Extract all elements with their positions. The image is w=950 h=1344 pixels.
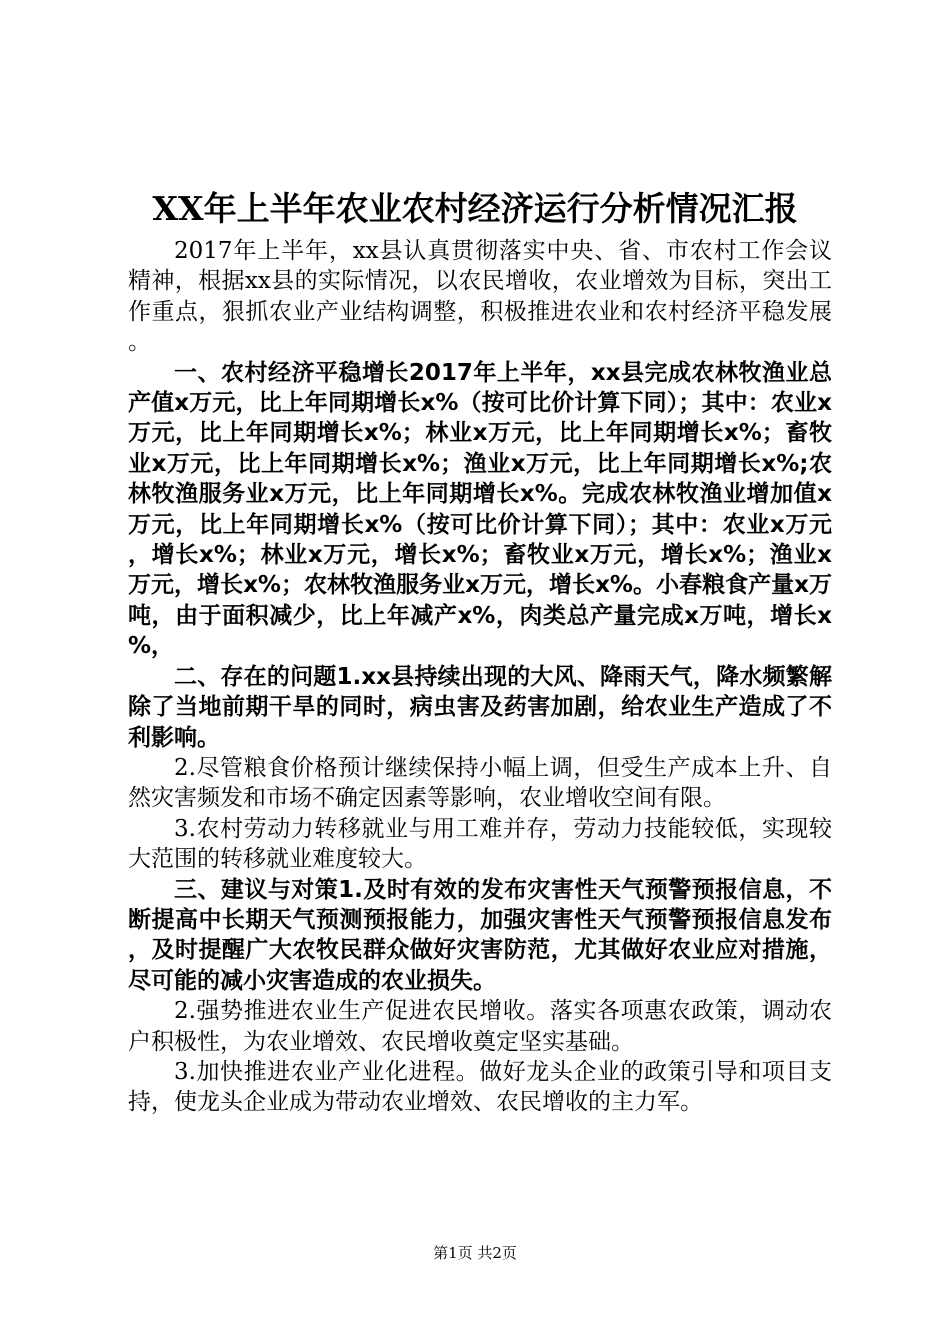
paragraph-problem-2: 2.尽管粮食价格预计继续保持小幅上调，但受生产成本上升、自然灾害频发和市场不确定因素等影响，农业增收空间有限。 bbox=[128, 754, 832, 812]
document-body bbox=[128, 236, 832, 1118]
paragraph-section-1: 一、农村经济平稳增长2017年上半年，xx县完成农林牧渔业总产值x万元，比上年同期增长x%（按可比价计算下同）；其中：农业x万元，比上年同期增长x%；林业x万元，比上年同期增长x%；畜牧业x万元，比上年同期增长x%；渔业x万元，比上年同期增长x%;农林牧渔服务业x万元，比上年同期增长x%。完成农林牧渔业增加值x万元，比上年同期增长x%（按可比价计算下同）；其中：农业x万元，增长x%；林业x万元，增长x%；畜牧业x万元，增长x%；渔业x万元，增长x%；农林牧渔服务业x万元，增长x%。小春粮食产量x万吨，由于面积减少，比上年减产x%，肉类总产量完成x万吨，增长x%， bbox=[128, 359, 832, 660]
page-number-footer: 第1页 共2页 bbox=[433, 1244, 517, 1262]
paragraph-section-2: 二、存在的问题1.xx县持续出现的大风、降雨天气，降水频繁解除了当地前期干旱的同时，病虫害及药害加剧，给农业生产造成了不利影响。 bbox=[128, 663, 832, 751]
paragraph-measure-2: 2.强势推进农业生产促进农民增收。落实各项惠农政策，调动农户积极性，为农业增效、农民增收奠定坚实基础。 bbox=[128, 998, 832, 1055]
paragraph-intro: 2017年上半年，xx县认真贯彻落实中央、省、市农村工作会议精神，根据xx县的实际情况，以农民增收，农业增效为目标，突出工作重点，狠抓农业产业结构调整，积极推进农业和农村经济平稳发展。 bbox=[128, 238, 832, 356]
document-title: XX年上半年农业农村经济运行分析情况汇报 bbox=[152, 189, 798, 228]
paragraph-section-3: 三、建议与对策1.及时有效的发布灾害性天气预警预报信息，不断提高中长期天气预测预报能力，加强灾害性天气预警预报信息发布，及时提醒广大农牧民群众做好灾害防范，尤其做好农业应对措施，尽可能的减小灾害造成的农业损失。 bbox=[128, 876, 832, 994]
paragraph-measure-3: 3.加快推进农业产业化进程。做好龙头企业的政策引导和项目支持，使龙头企业成为带动农业增效、农民增收的主力军。 bbox=[128, 1058, 832, 1116]
paragraph-problem-3: 3.农村劳动力转移就业与用工难并存，劳动力技能较低，实现较大范围的转移就业难度较大。 bbox=[128, 815, 832, 873]
